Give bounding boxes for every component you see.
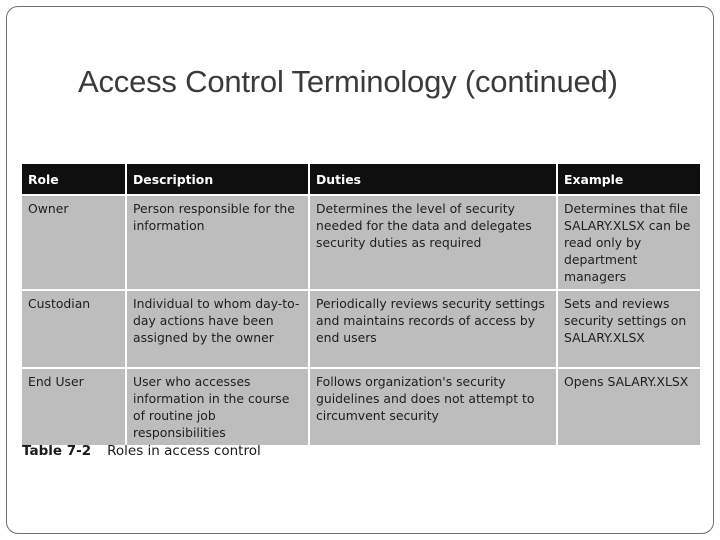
table-caption: [22, 443, 261, 459]
cell-role: Owner: [21, 195, 126, 290]
cell-example: Opens SALARY.XLSX: [557, 368, 701, 446]
cell-role: End User: [21, 368, 126, 446]
cell-example: Sets and reviews security settings on SALARY.XLSX: [557, 290, 701, 368]
table-row: [21, 368, 701, 446]
caption-number: Table 7-2: [22, 443, 92, 459]
header-description: Description: [126, 163, 309, 195]
cell-example: Determines that file SALARY.XLSX can be read only by department managers: [557, 195, 701, 290]
header-duties: Duties: [309, 163, 557, 195]
cell-duties: Periodically reviews security settings and maintains records of access by end users: [309, 290, 557, 368]
cell-duties: Determines the level of security needed for the data and delegates security duties as required: [309, 195, 557, 290]
table-header-row: [21, 163, 701, 195]
cell-role: Custodian: [21, 290, 126, 368]
roles-table: [20, 162, 702, 447]
cell-description: Person responsible for the information: [126, 195, 309, 290]
header-role: Role: [21, 163, 126, 195]
caption-text: Roles in access control: [107, 443, 261, 459]
header-example: Example: [557, 163, 701, 195]
table-row: [21, 195, 701, 290]
cell-duties: Follows organization's security guidelines and does not attempt to circumvent security: [309, 368, 557, 446]
cell-description: Individual to whom day-to-day actions have been assigned by the owner: [126, 290, 309, 368]
cell-description: User who accesses information in the course of routine job responsibilities: [126, 368, 309, 446]
slide-title: Access Control Terminology (continued): [78, 64, 618, 99]
table-row: [21, 290, 701, 368]
